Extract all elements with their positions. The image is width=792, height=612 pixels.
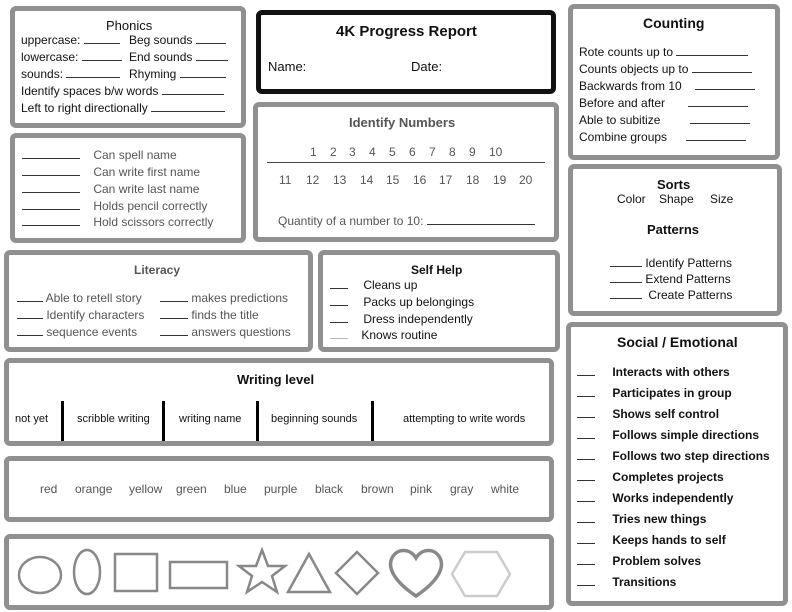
number-label: 20 [519, 173, 533, 187]
number-label: 7 [429, 145, 436, 159]
literacy-item: Identify characters [17, 308, 144, 322]
literacy-heading: Literacy [134, 263, 181, 277]
name-skill-item: Holds pencil correctly [22, 199, 207, 213]
writing-stage: writing name [179, 413, 242, 425]
triangle-shape [288, 554, 330, 592]
literacy-item: makes predictions [160, 291, 288, 305]
pattern-item: Identify Patterns [610, 256, 732, 270]
number-label: 11 [279, 173, 292, 187]
writing-stage: not yet [15, 413, 49, 425]
social-item: Follows two step directions [577, 449, 770, 463]
number-label: 17 [439, 173, 453, 187]
counting-heading: Counting [643, 15, 705, 31]
phonics-left-right: Left to right directionally [21, 101, 225, 115]
counting-item: Able to subitize [579, 113, 750, 127]
phonics-end-sounds: End sounds [129, 50, 228, 64]
sort-color: Color [617, 192, 646, 206]
rectangle-shape [170, 562, 227, 588]
literacy-item: answers questions [160, 325, 291, 339]
diamond-shape [336, 552, 378, 594]
sort-shape: Shape [659, 192, 694, 206]
number-label: 14 [360, 173, 374, 187]
quantity-to-10: Quantity of a number to 10: [278, 214, 535, 228]
color-word: red [40, 482, 58, 496]
phonics-beg-sounds: Beg sounds [129, 33, 226, 47]
social-item: Keeps hands to self [577, 533, 726, 547]
circle-shape [19, 557, 61, 593]
number-label: 2 [330, 145, 337, 159]
number-label: 6 [409, 145, 416, 159]
color-word: brown [361, 482, 394, 496]
name-label: Name: [268, 59, 307, 74]
writing-stage: attempting to write words [403, 413, 526, 425]
color-word: white [491, 482, 520, 496]
sort-size: Size [710, 192, 734, 206]
patterns-heading: Patterns [647, 222, 700, 237]
report-title: 4K Progress Report [336, 23, 477, 40]
writing-level-heading: Writing level [237, 372, 315, 387]
color-word: pink [410, 482, 433, 496]
sorts-heading: Sorts [657, 177, 691, 192]
number-label: 12 [306, 173, 320, 187]
name-skill-item: Can write last name [22, 182, 199, 196]
literacy-item: finds the title [160, 308, 259, 322]
name-skill-item: Can spell name [22, 148, 177, 162]
phonics-spaces: Identify spaces b/w words [21, 84, 224, 98]
oval-shape [74, 550, 100, 594]
color-word: orange [75, 482, 113, 496]
self-help-heading: Self Help [411, 263, 463, 277]
phonics-rhyming: Rhyming [129, 67, 226, 81]
number-label: 10 [489, 145, 503, 159]
heart-shape [391, 551, 442, 597]
counting-item: Counts objects up to [579, 62, 752, 76]
date-label: Date: [411, 59, 443, 74]
social-item: Completes projects [577, 470, 724, 484]
color-word: black [315, 482, 344, 496]
self-help-item: Dress independently [330, 312, 473, 326]
literacy-item: Able to retell story [17, 291, 142, 305]
square-shape [115, 554, 157, 591]
writing-stage: scribble writing [77, 413, 150, 425]
self-help-item: Knows routine [330, 328, 437, 342]
name-skill-item: Can write first name [22, 165, 200, 179]
phonics-heading: Phonics [106, 18, 153, 33]
number-label: 8 [449, 145, 456, 159]
social-item: Participates in group [577, 386, 732, 400]
number-label: 9 [469, 145, 476, 159]
counting-item: Backwards from 10 [579, 79, 755, 93]
pattern-item: Extend Patterns [610, 272, 731, 286]
star-shape [239, 550, 285, 592]
number-label: 18 [466, 173, 480, 187]
self-help-item: Cleans up [330, 278, 417, 292]
number-label: 13 [333, 173, 347, 187]
social-item: Problem solves [577, 554, 701, 568]
social-item: Follows simple directions [577, 428, 759, 442]
phonics-lowercase: lowercase: [21, 50, 122, 64]
social-item: Shows self control [577, 407, 719, 421]
color-word: yellow [129, 482, 163, 496]
name-skill-item: Hold scissors correctly [22, 215, 213, 229]
color-word: purple [264, 482, 298, 496]
social-item: Interacts with others [577, 365, 730, 379]
literacy-item: sequence events [17, 325, 137, 339]
counting-item: Combine groups [579, 130, 746, 144]
social-item: Works independently [577, 491, 733, 505]
number-label: 3 [349, 145, 356, 159]
color-word: blue [224, 482, 247, 496]
phonics-sounds: sounds: [21, 67, 120, 81]
color-word: gray [450, 482, 474, 496]
number-label: 1 [310, 145, 317, 159]
number-label: 19 [493, 173, 507, 187]
counting-item: Rote counts up to [579, 45, 748, 59]
self-help-item: Packs up belongings [330, 295, 474, 309]
counting-item: Before and after [579, 96, 748, 110]
phonics-uppercase: uppercase: [21, 33, 120, 47]
social-emotional-heading: Social / Emotional [617, 334, 738, 350]
number-label: 4 [369, 145, 376, 159]
pattern-item: Create Patterns [610, 288, 732, 302]
identify-numbers-heading: Identify Numbers [349, 115, 456, 130]
number-label: 5 [389, 145, 396, 159]
number-label: 15 [386, 173, 400, 187]
color-word: green [176, 482, 207, 496]
social-item: Transitions [577, 575, 676, 589]
writing-stage: beginning sounds [271, 413, 358, 425]
social-item: Tries new things [577, 512, 706, 526]
number-label: 16 [413, 173, 427, 187]
hexagon-shape [452, 552, 510, 596]
